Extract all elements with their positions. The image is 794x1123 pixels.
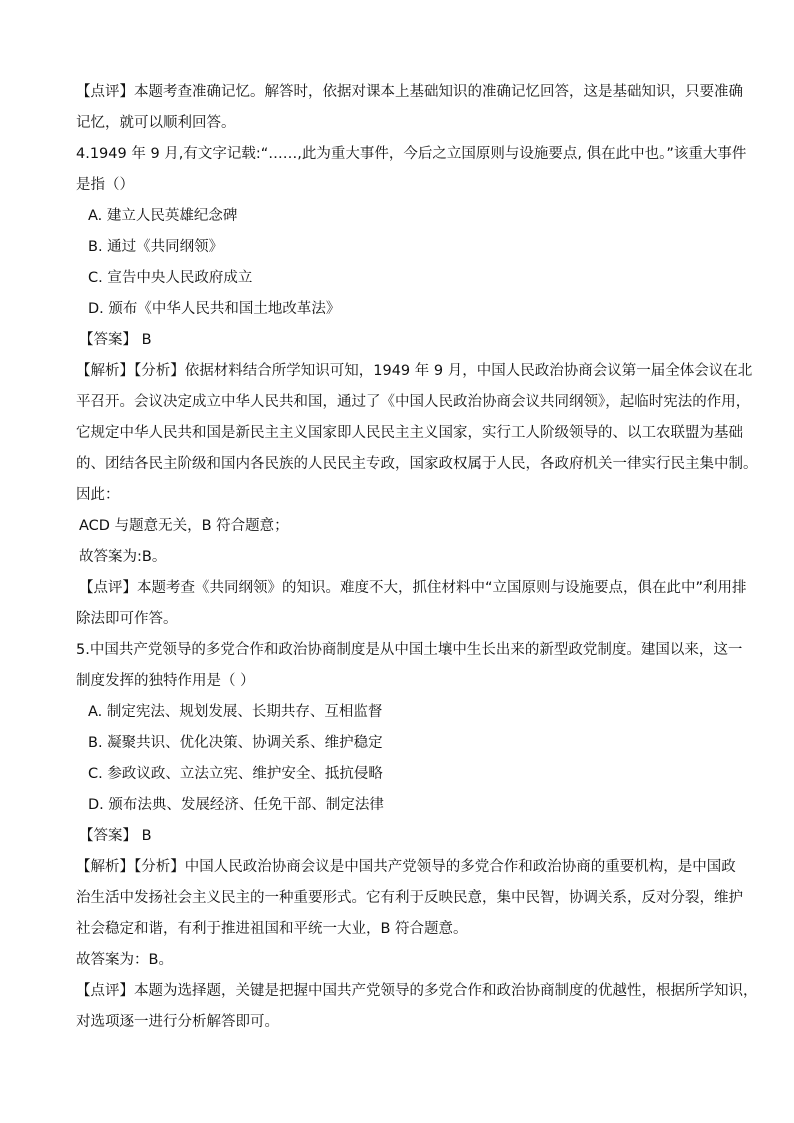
question-4-option-d: D. 颁布《中华人民共和国土地改革法》 bbox=[88, 301, 341, 317]
question-4-stem: 是指（） bbox=[76, 177, 134, 193]
question-5-answer: 【答案】 B bbox=[79, 828, 152, 844]
question-5-stem: 5.中国共产党领导的多党合作和政治协商制度是从中国土壤中生长出来的新型政党制度。建国以来，这一 bbox=[76, 642, 743, 658]
question-4-analysis: 【解析】【分析】依据材料结合所学知识可知，1949 年 9 月，中国人民政治协商会议第一届全体会议在北 bbox=[76, 363, 753, 379]
question-5-option-b: B. 凝聚共识、优化决策、协调关系、维护稳定 bbox=[88, 735, 383, 751]
question-5-analysis: 【解析】【分析】中国人民政治协商会议是中国共产党领导的多党合作和政治协商的重要机构，是中国政 bbox=[76, 859, 736, 875]
question-4-comment: 【点评】本题考查《共同纲领》的知识。难度不大，抓住材料中“立国原则与设施要点，俱在此中”利用排 bbox=[79, 580, 747, 596]
question-4-option-b: B. 通过《共同纲领》 bbox=[88, 239, 224, 255]
question-5-analysis: 社会稳定和谐，有利于推进祖国和平统一大业，B 符合题意。 bbox=[76, 921, 468, 937]
question-4-comment: 除法即可作答。 bbox=[76, 611, 178, 627]
question-4-analysis: 平召开。会议决定成立中华人民共和国，通过了《中国人民政治协商会议共同纲领》，起临时宪法的作用， bbox=[76, 394, 751, 410]
question-4-analysis: 的、团结各民主阶级和国内各民族的人民民主专政，国家政权属于人民，各政府机关一律实行民主集中制。 bbox=[76, 456, 758, 472]
question-5-comment: 【点评】本题为选择题，关键是把握中国共产党领导的多党合作和政治协商制度的优越性，根据所学知识， bbox=[76, 983, 758, 999]
question-4-conclusion: 故答案为:B。 bbox=[79, 549, 167, 565]
question-4-analysis: 它规定中华人民共和国是新民主主义国家即人民民主主义国家，实行工人阶级领导的、以工农联盟为基础 bbox=[76, 425, 743, 441]
question-4-answer: 【答案】 B bbox=[79, 332, 152, 348]
comment-line: 记忆，就可以顺利回答。 bbox=[76, 115, 236, 131]
question-5-analysis: 治生活中发扬社会主义民主的一种重要形式。它有利于反映民意，集中民智，协调关系，反对分裂，维护 bbox=[76, 890, 743, 906]
question-4-analysis: ACD 与题意无关，B 符合题意； bbox=[79, 518, 289, 534]
question-4-option-c: C. 宣告中央人民政府成立 bbox=[88, 270, 253, 286]
question-5-option-c: C. 参政议政、立法立宪、维护安全、抵抗侵略 bbox=[88, 766, 383, 782]
question-5-stem: 制度发挥的独特作用是（ ） bbox=[76, 673, 255, 689]
comment-line: 【点评】本题考查准确记忆。解答时，依据对课本上基础知识的准确记忆回答，这是基础知识，只要准确 bbox=[76, 84, 743, 100]
question-4-stem: 4.1949 年 9 月,有文字记载:“……,此为重大事件，今后之立国原则与设施要点, 俱在此中也。”该重大事件 bbox=[76, 146, 747, 162]
question-4-option-a: A. 建立人民英雄纪念碑 bbox=[88, 208, 238, 224]
question-5-comment: 对选项逐一进行分析解答即可。 bbox=[76, 1014, 279, 1030]
question-5-option-d: D. 颁布法典、发展经济、任免干部、制定法律 bbox=[88, 797, 384, 813]
question-5-option-a: A. 制定宪法、规划发展、长期共存、互相监督 bbox=[88, 704, 383, 720]
question-4-analysis: 因此： bbox=[76, 487, 120, 503]
question-5-conclusion: 故答案为：B。 bbox=[76, 952, 173, 968]
